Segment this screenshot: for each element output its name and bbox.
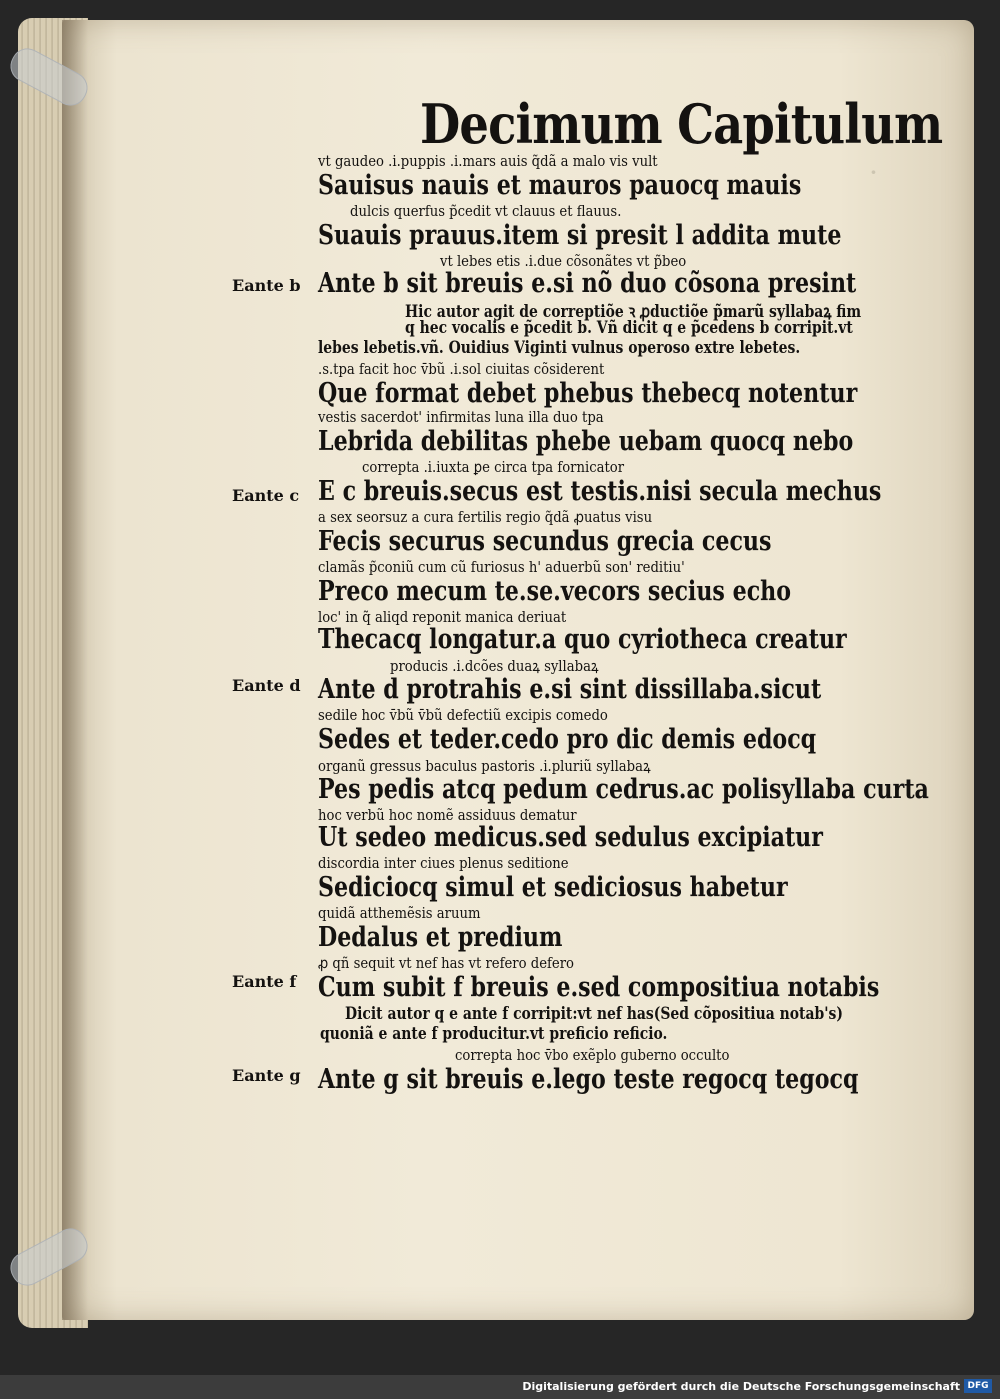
gutter-shadow bbox=[62, 20, 88, 1320]
commentary-line: q hec vocalis e p̃cedit b. Vñ dicit q e p̃cedens b corripit.vt bbox=[405, 318, 853, 338]
verse-line: Sediciocq simul et sediciosus habetur bbox=[318, 872, 788, 903]
margin-note: Eante b bbox=[232, 276, 301, 295]
commentary-line: Hic autor agit de correptiõe ꝛ ꝓductiõe p̃marũ syllabaꝝ fim bbox=[405, 302, 862, 322]
verse-line: Ante g sit breuis e.lego teste regocq tegocq bbox=[318, 1064, 859, 1095]
commentary-line: Dicit autor q e ante f corripit:vt nef has(Sed cõpositiua notab's) bbox=[345, 1004, 843, 1024]
verse-line: Lebrida debilitas phebe uebam quocq nebo bbox=[318, 426, 854, 457]
gloss-line: sedile hoc v̄bũ v̄bũ defectiũ excipis comedo bbox=[318, 706, 608, 724]
margin-note: Eante g bbox=[232, 1066, 301, 1085]
verse-line: Ante b sit breuis e.si nõ duo cõsona presint bbox=[318, 268, 857, 299]
margin-note: Eante f bbox=[232, 972, 297, 991]
gloss-line: correpta .i.iuxta ꝑe circa tpa fornicator bbox=[362, 458, 625, 476]
verse-line: Dedalus et predium bbox=[318, 922, 563, 953]
margin-note: Eante c bbox=[232, 486, 300, 505]
verse-line: E c breuis.secus est testis.nisi secula mechus bbox=[318, 476, 882, 507]
footer-credit: Digitalisierung gefördert durch die Deutsche Forschungsgemeinschaft bbox=[522, 1380, 960, 1393]
verse-line: Sauisus nauis et mauros pauocq mauis bbox=[318, 170, 802, 201]
gloss-line: vt lebes etis .i.due cõsonãtes vt p̃beo bbox=[440, 252, 687, 270]
gloss-line: correpta hoc v̄bo exẽplo guberno occulto bbox=[455, 1046, 730, 1064]
gloss-line: .s.tpa facit hoc v̄bũ .i.sol ciuitas cõsiderent bbox=[318, 360, 605, 378]
dfg-logo: DFG bbox=[964, 1379, 992, 1393]
commentary-line: quoniã e ante f producitur.vt preficio reficio. bbox=[320, 1024, 668, 1044]
verse-line: Thecacq longatur.a quo cyriotheca creatur bbox=[318, 624, 847, 655]
gloss-line: dulcis querfus p̃cedit vt clauus et flauus. bbox=[350, 202, 622, 220]
gloss-line: organũ gressus baculus pastoris .i.pluriũ syllabaꝝ bbox=[318, 757, 651, 775]
verse-line: Fecis securus secundus grecia cecus bbox=[318, 526, 772, 557]
gloss-line: ꝓ qñ sequit vt nef has vt refero defero bbox=[318, 954, 574, 972]
verse-line: Suauis prauus.item si presit l addita mute bbox=[318, 220, 842, 251]
gloss-line: hoc verbũ hoc nomẽ assiduus dematur bbox=[318, 806, 577, 824]
verse-line: Ut sedeo medicus.sed sedulus excipiatur bbox=[318, 822, 823, 853]
gloss-line: vestis sacerdot' infirmitas luna illa duo tpa bbox=[318, 408, 604, 426]
gloss-line: loc' in q̃ aliqd reponit manica deriuat bbox=[318, 608, 567, 626]
gloss-line: vt gaudeo .i.puppis .i.mars auis q̃dã a malo vis vult bbox=[318, 152, 658, 170]
gloss-line: clamãs p̃coniũ cum cũ furiosus h' aduerbũ son' reditiu' bbox=[318, 558, 685, 576]
bleed-through: · bbox=[870, 160, 877, 184]
gloss-line: discordia inter ciues plenus seditione bbox=[318, 854, 569, 872]
page-title: Decimum Capitulum bbox=[420, 92, 943, 156]
gloss-line: a sex seorsuz a cura fertilis regio q̃dã ꝓuatus visu bbox=[318, 508, 653, 526]
gloss-line: quidã atthemẽsis aruum bbox=[318, 904, 481, 922]
verse-line: Preco mecum te.se.vecors secius echo bbox=[318, 576, 792, 607]
verse-line: Pes pedis atcq pedum cedrus.ac polisyllaba curta bbox=[318, 774, 929, 805]
gloss-line: producis .i.dcões duaꝝ syllabaꝝ bbox=[390, 657, 599, 675]
margin-note: Eante d bbox=[232, 676, 301, 695]
verse-line: Sedes et teder.cedo pro dic demis edocq bbox=[318, 724, 817, 755]
commentary-line: lebes lebetis.vñ. Ouidius Viginti vulnus operoso extre lebetes. bbox=[318, 338, 801, 358]
verse-line: Que format debet phebus thebecq notentur bbox=[318, 378, 858, 409]
verse-line: Ante d protrahis e.si sint dissillaba.sicut bbox=[318, 674, 822, 705]
verse-line: Cum subit f breuis e.sed compositiua notabis bbox=[318, 972, 880, 1003]
